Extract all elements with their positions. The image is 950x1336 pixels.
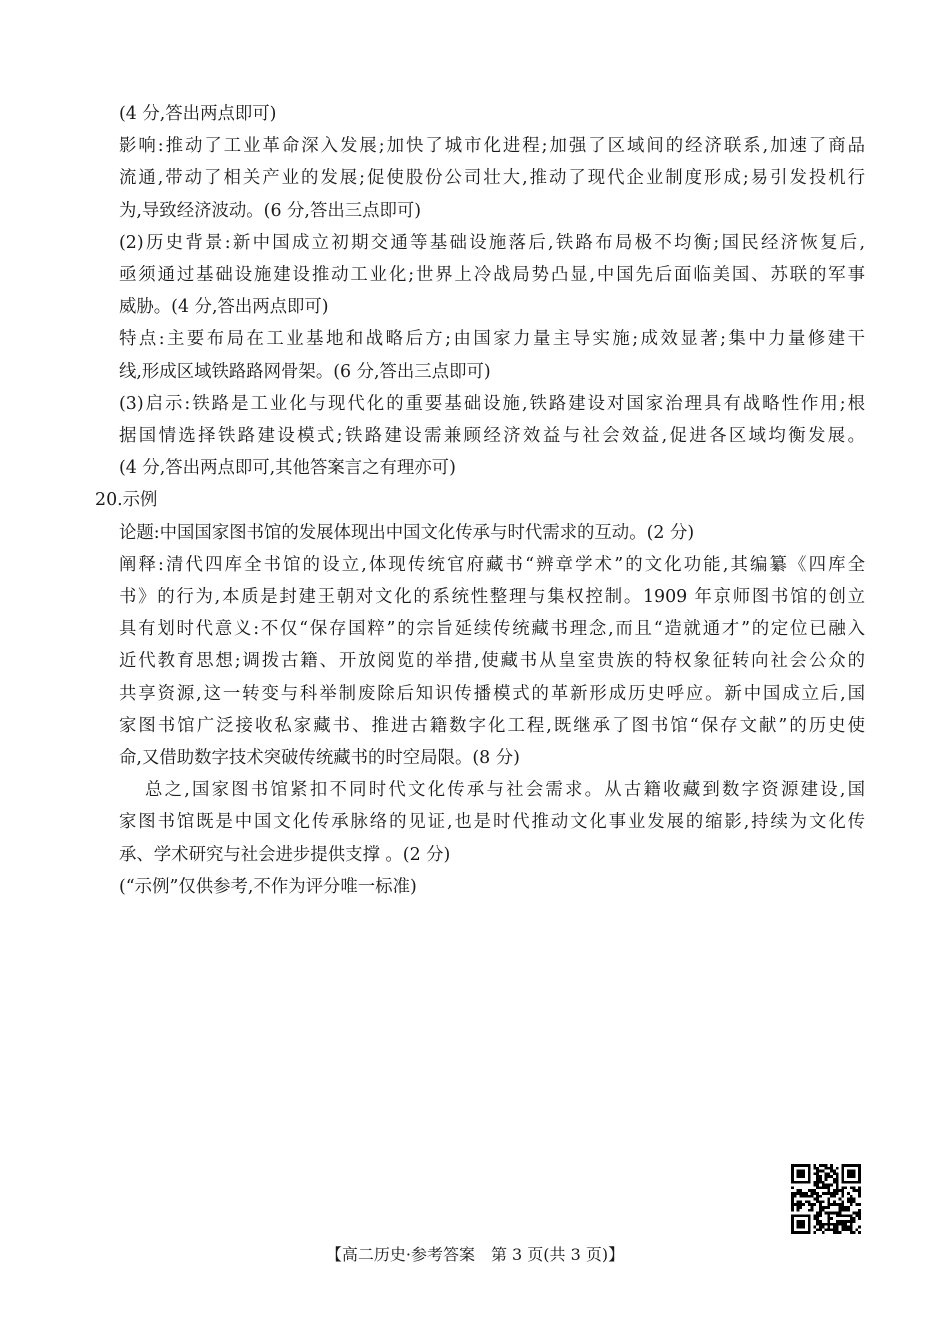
answer-content [95,98,865,903]
text-line: 命,又借助数字技术突破传统藏书的时空局限。(8 分) [119,748,520,769]
text-line: 为,导致经济波动。(6 分,答出三点即可) [119,200,422,221]
text-line: 书》的行为,本质是封建王朝对文化的系统性整理与集权控制。1909 年京师图书馆的创立 [119,587,865,608]
question-number: 20.示例 [95,490,158,511]
page-footer: 【高二历史·参考答案 第 3 页(共 3 页)】 [325,1245,625,1264]
text-line: 亟须通过基础设施建设推动工业化;世界上冷战局势凸显,中国先后面临美国、苏联的军事 [119,265,865,286]
text-line: (4 分,答出两点即可) [119,104,277,124]
text-line: 具有划时代意义:不仅“保存国粹”的宗旨延续传统藏书理念,而且“造就通才”的定位已融入 [119,619,865,640]
text-line: 流通,带动了相关产业的发展;促使股份公司壮大,推动了现代企业制度形成;易引发投机行 [119,168,865,189]
text-line: 特点:主要布局在工业基地和战略后方;由国家力量主导实施;成效显著;集中力量修建干 [119,329,865,350]
text-line: (4 分,答出两点即可,其他答案言之有理亦可) [119,458,456,479]
text-line: 据国情选择铁路建设模式;铁路建设需兼顾经济效益与社会效益,促进各区域均衡发展。 [119,426,865,447]
text-line: 承、学术研究与社会进步提供支撑 。(2 分) [119,844,451,865]
text-line: (2)历史背景:新中国成立初期交通等基础设施落后,铁路布局极不均衡;国民经济恢复后, [119,232,865,253]
text-line: (“示例”仅供参考,不作为评分唯一标准) [119,876,417,897]
text-line: 总之,国家图书馆紧扣不同时代文化传承与社会需求。从古籍收藏到数字资源建设,国 [145,780,865,801]
text-line: (3)启示:铁路是工业化与现代化的重要基础设施,铁路建设对国家治理具有战略性作用;根 [119,393,865,414]
text-line: 共享资源,这一转变与科举制废除后知识传播模式的革新形成历史呼应。新中国成立后,国 [119,683,865,704]
text-line: 论题:中国国家图书馆的发展体现出中国文化传承与时代需求的互动。(2 分) [119,522,695,543]
text-line: 家图书馆既是中国文化传承脉络的见证,也是时代推动文化事业发展的缩影,持续为文化传 [119,812,865,833]
text-line: 近代教育思想;调拨古籍、开放阅览的举措,使藏书从皇室贵族的特权象征转向社会公众的 [119,651,865,672]
qr-code-icon [791,1164,861,1234]
text-line: 威胁。(4 分,答出两点即可) [119,297,329,318]
text-line: 家图书馆广泛接收私家藏书、推进古籍数字化工程,既继承了图书馆“保存文献”的历史使 [119,715,865,736]
text-line: 阐释:清代四库全书馆的设立,体现传统官府藏书“辨章学术”的文化功能,其编纂《四库全 [119,554,865,575]
text-line: 线,形成区域铁路路网骨架。(6 分,答出三点即可) [119,361,491,382]
text-line: 影响:推动了工业革命深入发展;加快了城市化进程;加强了区域间的经济联系,加速了商品 [119,136,865,157]
